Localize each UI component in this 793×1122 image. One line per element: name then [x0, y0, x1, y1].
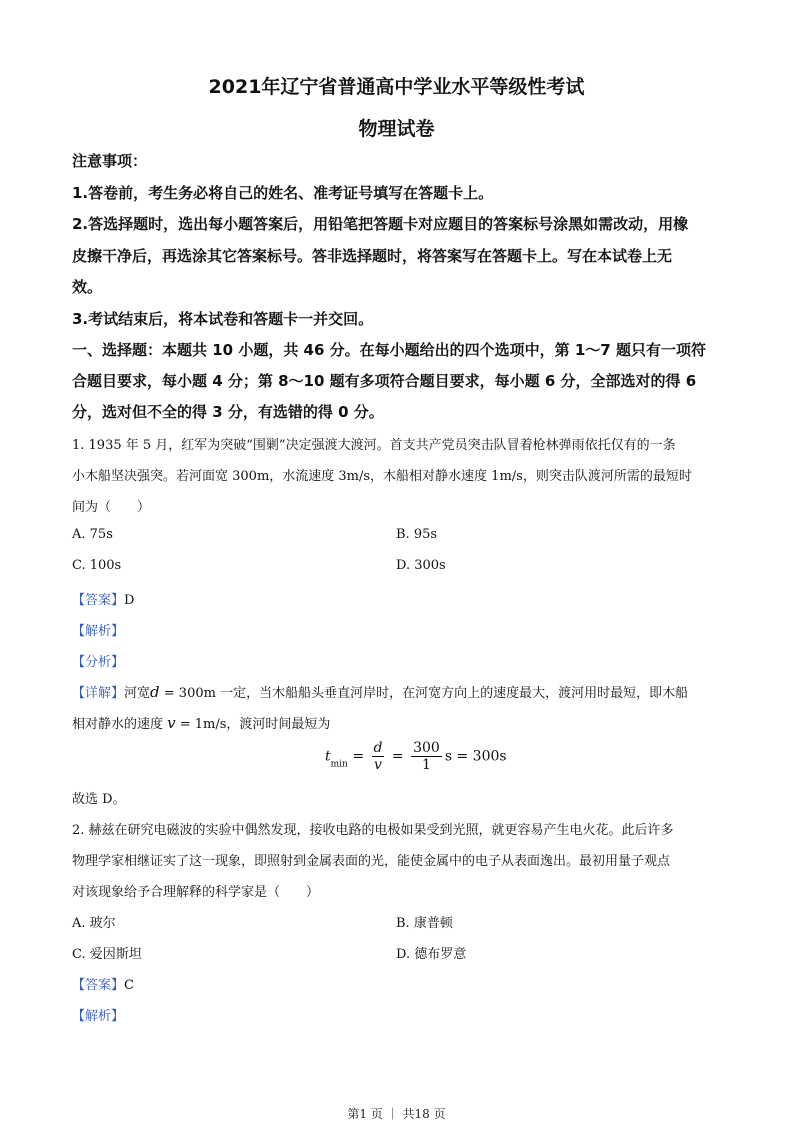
section-1-line-1: 一、选择题：本题共 10 小题，共 46 分。在每小题给出的四个选项中，第 1～7 题只有一项符	[72, 341, 706, 359]
eq-result: s = 300s	[444, 748, 507, 765]
answer-tag: 【答案】	[72, 593, 125, 608]
answer-tag: 【答案】	[72, 978, 125, 993]
q2-option-c: C. 爱因斯坦	[72, 947, 142, 962]
q1-answer	[72, 589, 134, 608]
var-v: v	[167, 714, 176, 732]
q2-analysis-tag: 【解析】	[72, 1009, 125, 1024]
q1-stem-line-2: 小木船坚决强突。若河面宽 300m，水流速度 3m/s，木船相对静水速度 1m/s，则突击队渡河所需的最短时	[72, 469, 692, 484]
answer-value: C	[124, 978, 134, 993]
detail-text-d: = 1m/s，渡河时间最短为	[175, 717, 331, 732]
notice-item-2-line-3: 效。	[72, 278, 103, 296]
q2-option-d: D. 德布罗意	[396, 947, 467, 962]
detail-text-b: = 300m 一定，当木船船头垂直河岸时，在河宽方向上的速度最大，渡河用时最短，即木船	[159, 686, 689, 701]
eq-equals-1: =	[352, 748, 365, 765]
q2-stem-line-1: 2. 赫兹在研究电磁波的实验中偶然发现，接收电路的电极如果受到光照，就更容易产生电火花。此后许多	[72, 823, 674, 838]
q2-stem-line-2: 物理学家相继证实了这一现象，即照射到金属表面的光，能使金属中的电子从表面逸出。最初用量子观点	[72, 854, 671, 869]
q1-analysis-tag: 【解析】	[72, 624, 125, 639]
detail-text-c: 相对静水的速度	[72, 717, 168, 732]
notice-item-2-line-2: 皮擦干净后，再选涂其它答案标号。答非选择题时，将答案写在答题卡上。写在本试卷上无	[72, 247, 673, 265]
page-title: 2021年辽宁省普通高中学业水平等级性考试	[208, 76, 585, 98]
answer-value: D	[124, 593, 135, 608]
q2-stem-line-3: 对该现象给予合理解释的科学家是（ ）	[72, 885, 320, 900]
page-subtitle: 物理试卷	[358, 118, 435, 140]
notice-item-1: 1.答卷前，考生务必将自己的姓名、准考证号填写在答题卡上。	[72, 184, 494, 202]
q2-option-a: A. 玻尔	[72, 916, 116, 931]
eq-denominator-1: 1	[422, 757, 431, 773]
eq-sub-min: min	[330, 759, 348, 770]
q1-stem-line-1: 1. 1935 年 5 月，红军为突破“围剿”决定强渡大渡河。首支共产党员突击队冒着枪林弹雨依托仅有的一条	[72, 438, 676, 453]
notice-item-2-line-1: 2.答选择题时，选出每小题答案后，用铅笔把答题卡对应题目的答案标号涂黑如需改动，用橡	[72, 215, 689, 233]
eq-numerator-300: 300	[413, 740, 440, 756]
q1-fenxi-tag: 【分析】	[72, 655, 125, 670]
var-d: d	[150, 683, 160, 701]
eq-fraction-300-1	[411, 740, 442, 773]
section-1-line-2: 合题目要求，每小题 4 分；第 8～10 题有多项符合题目要求，每小题 6 分，全部选对的得 6	[72, 372, 697, 390]
q1-conclusion: 故选 D。	[72, 792, 126, 807]
q1-option-a: A. 75s	[72, 527, 113, 542]
detail-tag: 【详解】	[72, 686, 125, 701]
notice-heading: 注意事项：	[72, 152, 148, 170]
q1-option-c: C. 100s	[72, 558, 122, 573]
eq-t: t	[325, 748, 331, 765]
q2-option-b: B. 康普顿	[396, 916, 453, 931]
q1-equation	[325, 740, 507, 773]
q1-detail-line-2	[72, 713, 330, 732]
eq-equals-2: =	[391, 748, 404, 765]
q1-stem-line-3: 间为（ ）	[72, 500, 151, 515]
eq-fraction-d-v	[372, 740, 385, 773]
q1-detail-line-1	[72, 682, 688, 701]
q1-option-b: B. 95s	[396, 527, 438, 542]
page-footer: 第1 页 ｜ 共18 页	[347, 1107, 446, 1121]
notice-item-3: 3.考试结束后，将本试卷和答题卡一并交回。	[72, 310, 374, 328]
eq-numerator-d: d	[373, 740, 383, 756]
eq-denominator-v: v	[374, 757, 382, 773]
section-1-line-3: 分，选对但不全的得 3 分，有选错的得 0 分。	[72, 403, 384, 421]
detail-text-a: 河宽	[124, 686, 151, 701]
q1-option-d: D. 300s	[396, 558, 446, 573]
q2-answer	[72, 974, 134, 993]
